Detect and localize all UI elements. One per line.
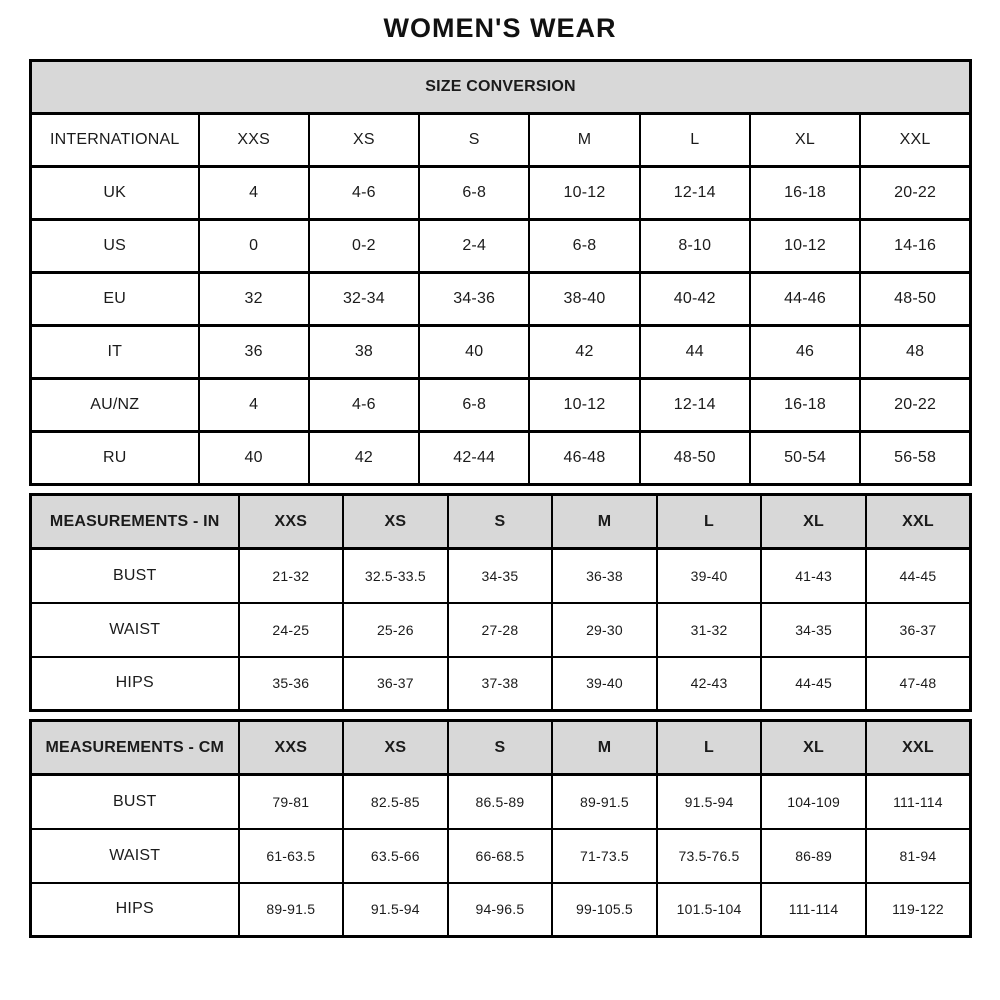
size-conversion-row	[31, 220, 971, 273]
measurements-cm-value-cell: 104-109	[761, 775, 866, 829]
measurements-cm-value-cell: 73.5-76.5	[657, 829, 762, 883]
measurements-cm-value-cell: 89-91.5	[552, 775, 657, 829]
measurements-in-value-cell: 29-30	[552, 603, 657, 657]
size-conversion-row-label: UK	[31, 167, 199, 220]
size-conversion-value-cell: 4	[199, 379, 309, 432]
size-conversion-value-cell: 8-10	[640, 220, 750, 273]
size-conversion-table	[29, 59, 972, 486]
measurements-cm-table	[29, 719, 972, 938]
size-conversion-value-cell: 44-46	[750, 273, 860, 326]
measurements-in-value-cell: 47-48	[866, 657, 971, 711]
size-conversion-row	[31, 326, 971, 379]
size-conversion-value-cell: 40-42	[640, 273, 750, 326]
measurements-cm-row	[31, 883, 971, 937]
measurements-in-row	[31, 603, 971, 657]
measurements-in-size-header: M	[552, 495, 657, 549]
size-conversion-row	[31, 167, 971, 220]
size-conversion-size-header: XL	[750, 114, 860, 167]
size-conversion-value-cell: 48	[860, 326, 970, 379]
measurements-cm-row	[31, 829, 971, 883]
size-conversion-row-label: US	[31, 220, 199, 273]
measurements-in-value-cell: 37-38	[448, 657, 553, 711]
size-conversion-header-row	[31, 114, 971, 167]
measurements-cm-value-cell: 111-114	[866, 775, 971, 829]
measurements-cm-value-cell: 101.5-104	[657, 883, 762, 937]
measurements-in-corner-header: MEASUREMENTS - IN	[31, 495, 239, 549]
measurements-cm-value-cell: 81-94	[866, 829, 971, 883]
size-conversion-value-cell: 34-36	[419, 273, 529, 326]
size-conversion-value-cell: 10-12	[750, 220, 860, 273]
size-conversion-value-cell: 32-34	[309, 273, 419, 326]
measurements-cm-size-header: XS	[343, 721, 448, 775]
size-conversion-value-cell: 12-14	[640, 379, 750, 432]
measurements-in-value-cell: 36-37	[866, 603, 971, 657]
size-conversion-value-cell: 44	[640, 326, 750, 379]
measurements-cm-value-cell: 89-91.5	[239, 883, 344, 937]
size-conversion-size-header: M	[529, 114, 639, 167]
size-conversion-row	[31, 432, 971, 485]
measurements-in-value-cell: 21-32	[239, 549, 344, 603]
measurements-cm-value-cell: 86.5-89	[448, 775, 553, 829]
measurements-cm-size-header: XXS	[239, 721, 344, 775]
measurements-cm-value-cell: 79-81	[239, 775, 344, 829]
measurements-in-size-header: S	[448, 495, 553, 549]
measurements-cm-header-row	[31, 721, 971, 775]
size-conversion-value-cell: 42	[529, 326, 639, 379]
measurements-in-value-cell: 34-35	[448, 549, 553, 603]
size-conversion-value-cell: 10-12	[529, 379, 639, 432]
measurements-in-row	[31, 549, 971, 603]
size-conversion-value-cell: 16-18	[750, 379, 860, 432]
size-conversion-size-header: S	[419, 114, 529, 167]
measurements-cm-value-cell: 82.5-85	[343, 775, 448, 829]
size-conversion-value-cell: 38-40	[529, 273, 639, 326]
size-conversion-value-cell: 4-6	[309, 167, 419, 220]
measurements-in-value-cell: 24-25	[239, 603, 344, 657]
measurements-cm-row-label: BUST	[31, 775, 239, 829]
size-conversion-value-cell: 36	[199, 326, 309, 379]
measurements-cm-value-cell: 99-105.5	[552, 883, 657, 937]
measurements-in-size-header: XL	[761, 495, 866, 549]
measurements-cm-size-header: L	[657, 721, 762, 775]
measurements-in-value-cell: 32.5-33.5	[343, 549, 448, 603]
measurements-in-value-cell: 36-37	[343, 657, 448, 711]
size-conversion-value-cell: 42-44	[419, 432, 529, 485]
measurements-cm-size-header: XL	[761, 721, 866, 775]
measurements-in-row	[31, 657, 971, 711]
size-conversion-value-cell: 4-6	[309, 379, 419, 432]
measurements-in-size-header: XS	[343, 495, 448, 549]
size-conversion-value-cell: 6-8	[419, 167, 529, 220]
size-conversion-row	[31, 273, 971, 326]
measurements-in-value-cell: 41-43	[761, 549, 866, 603]
measurements-in-value-cell: 34-35	[761, 603, 866, 657]
size-conversion-size-header: XS	[309, 114, 419, 167]
size-conversion-banner-row	[31, 61, 971, 114]
measurements-in-header-row	[31, 495, 971, 549]
measurements-cm-value-cell: 119-122	[866, 883, 971, 937]
measurements-cm-size-header: XXL	[866, 721, 971, 775]
measurements-in-row-label: BUST	[31, 549, 239, 603]
size-conversion-value-cell: 16-18	[750, 167, 860, 220]
size-conversion-row-label: AU/NZ	[31, 379, 199, 432]
size-conversion-value-cell: 48-50	[860, 273, 970, 326]
size-conversion-value-cell: 50-54	[750, 432, 860, 485]
size-conversion-value-cell: 2-4	[419, 220, 529, 273]
measurements-cm-value-cell: 91.5-94	[343, 883, 448, 937]
measurements-cm-value-cell: 91.5-94	[657, 775, 762, 829]
size-conversion-value-cell: 6-8	[419, 379, 529, 432]
size-conversion-value-cell: 48-50	[640, 432, 750, 485]
size-conversion-value-cell: 42	[309, 432, 419, 485]
measurements-in-size-header: XXL	[866, 495, 971, 549]
size-conversion-size-header: XXL	[860, 114, 970, 167]
size-conversion-row-label: EU	[31, 273, 199, 326]
measurements-cm-value-cell: 63.5-66	[343, 829, 448, 883]
measurements-in-value-cell: 31-32	[657, 603, 762, 657]
measurements-in-value-cell: 25-26	[343, 603, 448, 657]
size-conversion-value-cell: 10-12	[529, 167, 639, 220]
measurements-cm-size-header: M	[552, 721, 657, 775]
measurements-cm-value-cell: 111-114	[761, 883, 866, 937]
size-conversion-value-cell: 6-8	[529, 220, 639, 273]
size-conversion-value-cell: 32	[199, 273, 309, 326]
size-conversion-value-cell: 0	[199, 220, 309, 273]
size-conversion-row-label: IT	[31, 326, 199, 379]
measurements-cm-row	[31, 775, 971, 829]
measurements-in-size-header: L	[657, 495, 762, 549]
size-conversion-value-cell: 14-16	[860, 220, 970, 273]
size-conversion-banner: SIZE CONVERSION	[31, 61, 971, 114]
measurements-cm-value-cell: 71-73.5	[552, 829, 657, 883]
measurements-cm-size-header: S	[448, 721, 553, 775]
measurements-cm-value-cell: 66-68.5	[448, 829, 553, 883]
size-conversion-value-cell: 46	[750, 326, 860, 379]
measurements-in-table	[29, 493, 972, 712]
measurements-in-value-cell: 42-43	[657, 657, 762, 711]
size-conversion-value-cell: 40	[199, 432, 309, 485]
measurements-in-value-cell: 39-40	[657, 549, 762, 603]
measurements-in-value-cell: 35-36	[239, 657, 344, 711]
measurements-cm-row-label: WAIST	[31, 829, 239, 883]
measurements-in-row-label: WAIST	[31, 603, 239, 657]
measurements-cm-value-cell: 61-63.5	[239, 829, 344, 883]
measurements-cm-corner-header: MEASUREMENTS - CM	[31, 721, 239, 775]
size-conversion-value-cell: 20-22	[860, 379, 970, 432]
size-conversion-value-cell: 40	[419, 326, 529, 379]
size-conversion-value-cell: 56-58	[860, 432, 970, 485]
size-conversion-value-cell: 0-2	[309, 220, 419, 273]
measurements-in-value-cell: 44-45	[761, 657, 866, 711]
measurements-in-value-cell: 39-40	[552, 657, 657, 711]
measurements-in-row-label: HIPS	[31, 657, 239, 711]
measurements-cm-value-cell: 94-96.5	[448, 883, 553, 937]
size-conversion-size-header: XXS	[199, 114, 309, 167]
size-conversion-row-label: RU	[31, 432, 199, 485]
measurements-in-value-cell: 27-28	[448, 603, 553, 657]
measurements-cm-row-label: HIPS	[31, 883, 239, 937]
size-conversion-value-cell: 20-22	[860, 167, 970, 220]
size-conversion-corner-header: INTERNATIONAL	[31, 114, 199, 167]
page-title: WOMEN'S WEAR	[383, 13, 617, 43]
size-conversion-value-cell: 4	[199, 167, 309, 220]
measurements-in-value-cell: 44-45	[866, 549, 971, 603]
size-conversion-row	[31, 379, 971, 432]
measurements-in-size-header: XXS	[239, 495, 344, 549]
measurements-in-value-cell: 36-38	[552, 549, 657, 603]
size-conversion-value-cell: 12-14	[640, 167, 750, 220]
size-conversion-value-cell: 38	[309, 326, 419, 379]
size-conversion-size-header: L	[640, 114, 750, 167]
measurements-cm-value-cell: 86-89	[761, 829, 866, 883]
size-conversion-value-cell: 46-48	[529, 432, 639, 485]
